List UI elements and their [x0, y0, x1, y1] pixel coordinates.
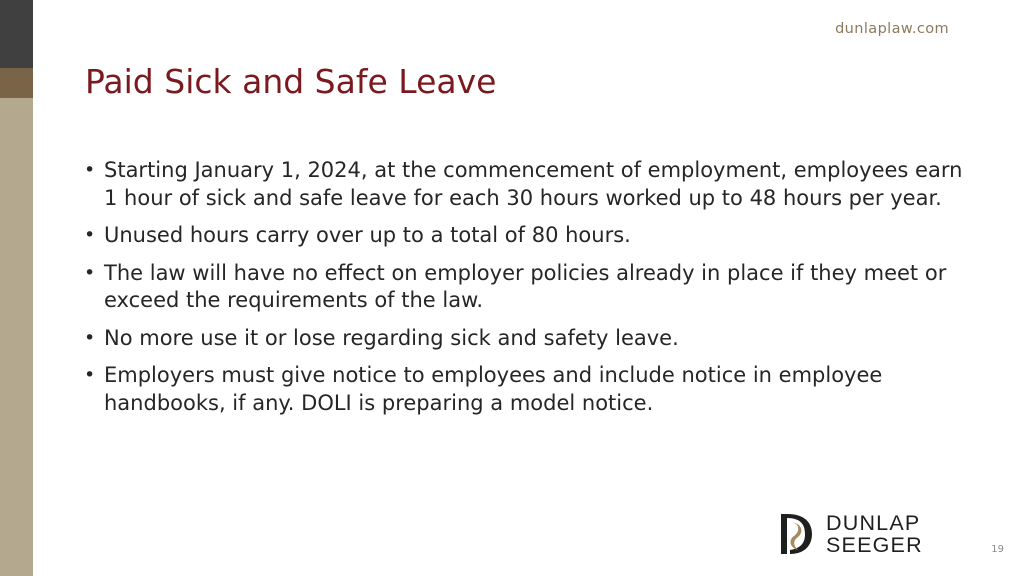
- sidebar-tan-strip: [0, 98, 33, 576]
- sidebar-brown-block: [0, 68, 33, 98]
- bullet-text: The law will have no effect on employer policies already in place if they meet or exceed the requirements of the law.: [104, 260, 947, 312]
- bullet-text: Starting January 1, 2024, at the commencement of employment, employees earn 1 hour of sick and safe leave for each 30 hours worked up to 48 hours per year.: [104, 158, 963, 210]
- logo-mark-icon: [778, 512, 814, 556]
- logo-wordmark: [826, 512, 923, 556]
- logo-line-dunlap: DUNLAP: [826, 511, 921, 535]
- bullet-item: [84, 222, 964, 250]
- page-number: 19: [991, 544, 1004, 555]
- site-url: dunlaplaw.com: [835, 21, 949, 37]
- bullet-item: [84, 260, 964, 315]
- bullet-text: Unused hours carry over up to a total of 80 hours.: [104, 223, 631, 247]
- slide-title: Paid Sick and Safe Leave: [85, 62, 497, 101]
- dunlap-seeger-logo: [778, 512, 953, 558]
- bullet-text: No more use it or lose regarding sick and safety leave.: [104, 325, 679, 350]
- logo-line-seeger: SEEGER: [826, 533, 923, 557]
- bullet-dot-icon: •: [84, 159, 96, 181]
- sidebar-dark-block: [0, 0, 33, 68]
- bullet-item: [84, 157, 964, 212]
- bullet-dot-icon: •: [84, 261, 96, 284]
- bullet-dot-icon: •: [84, 224, 96, 246]
- bullet-text: Employers must give notice to employees and include notice in employee handbooks, if any. DOLI is preparing a model notice.: [104, 363, 883, 415]
- bullet-list: [84, 157, 964, 427]
- bullet-item: [84, 362, 964, 417]
- bullet-dot-icon: •: [84, 326, 96, 349]
- bullet-dot-icon: •: [84, 364, 96, 386]
- bullet-item: [84, 325, 964, 353]
